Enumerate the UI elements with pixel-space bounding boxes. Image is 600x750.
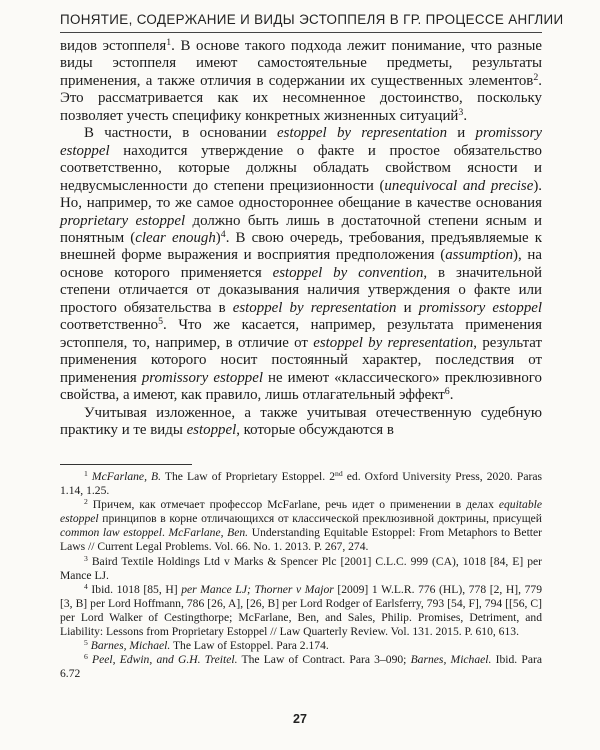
text-run: должно быть лишь в достаточной степени ясным и понятным ( — [60, 212, 543, 246]
italic-text: per Mance LJ; Thorner v Major — [181, 582, 334, 596]
running-header: ПОНЯТИЕ, СОДЕРЖАНИЕ И ВИДЫ ЭСТОППЕЛЯ В ГР. ПРОЦЕССЕ АНГЛИИ — [60, 12, 564, 27]
footnote-marker: 2 — [533, 72, 539, 83]
footnote-marker: 1 — [84, 469, 88, 479]
italic-text: Peel, Edwin, and G.H. Treitel. — [92, 653, 238, 667]
text-run: . Это рассматривается как их несомненное достоинство, поскольку позволяет учесть специфику конкретных жизненных ситуаций — [60, 72, 542, 124]
text-run: Причем, как отмечает профессор McFarlane, речь идет о применении в делах — [87, 498, 499, 512]
italic-text: estoppel by convention — [272, 264, 424, 281]
italic-text: equitable estoppel — [60, 498, 542, 526]
footnote-marker: 6 — [444, 386, 450, 398]
text-run: В частности, в основании — [84, 125, 278, 142]
footnote-marker: 5 — [84, 638, 88, 648]
text-run: [2009] 1 W.L.R. 776 (HL), 778 [2, H], 779 [3, B] per Lord Hoffmann, 786 [26, A], [26, B] per Lord Rodger of Earlsferry, 793 [54, F], 794 [[56, C] per Lord Walker of Cestingthorpe; McFarlane, Ben, and Sales, Philip. Promises, Detriment, and Liability: Lessons from Proprietary Estoppel // Law Quarterly Review. Vol. 131. 2015. P. 610, 613. — [60, 582, 542, 639]
footnote-marker: 3 — [84, 553, 88, 563]
italic-text: promissory estoppel — [60, 125, 542, 159]
italic-text: McFarlane, Ben. — [168, 526, 249, 540]
footnotes — [60, 470, 542, 681]
italic-text: estoppel by representation — [232, 299, 397, 316]
italic-text: proprietary estoppel — [60, 212, 186, 229]
italic-text: estoppel by representation — [313, 334, 474, 351]
main-text — [60, 38, 542, 439]
italic-text: Barnes, Michael. — [90, 639, 171, 653]
footnote-4 — [60, 583, 542, 639]
paragraph-2 — [60, 125, 542, 404]
italic-text: assumption — [445, 247, 514, 264]
italic-text: estoppel by representation — [277, 125, 448, 142]
text-run: The Law of Estoppel. Para 2.174. — [170, 639, 329, 653]
footnote-6 — [60, 653, 542, 681]
italic-text: Barnes, Michael. — [410, 653, 492, 667]
text-run: Understanding Equitable Estoppel: From Metaphors to Better Laws // Current Legal Problems. Vol. 66. No. 1. 2013. P. 267, 274. — [60, 526, 543, 554]
page-number: 27 — [293, 712, 307, 726]
italic-text: McFarlane, B. — [91, 470, 162, 483]
italic-text: unequivocal and precise — [384, 177, 534, 194]
footnote-5 — [60, 639, 542, 653]
footnote-marker: 4 — [84, 581, 88, 591]
italic-text: promissory estoppel — [418, 299, 543, 316]
text-run: The Law of Proprietary Estoppel. 2 — [161, 470, 336, 483]
text-run: Ibid. Para 6.72 — [60, 653, 542, 681]
header-rule — [60, 32, 542, 33]
footnote-marker: 3 — [458, 106, 464, 118]
text-run: The Law of Contract. Para 3–090; — [237, 653, 411, 667]
text-run: не имеют «классического» преклюзивного свойства, а имеют, как правило, лишь отлагательный эффект — [60, 369, 542, 404]
text-run: . В свою очередь, требования, предъявляемые к внешней форме выражения и восприятия предположения ( — [60, 229, 542, 264]
text-run: принципов в корне отличающихся от классической преклюзивной доктрины, присущей — [98, 512, 542, 526]
text-run: . В основе такого подхода лежит понимание, что разные виды эстоппеля имеют самостоятельные предметы, результаты применения, а также отличия в содержании их существенных элементов — [60, 38, 542, 89]
footnote-marker: 5 — [158, 316, 164, 328]
text-run: Ibid. 1018 [85, H] — [87, 582, 182, 596]
text-run: , которые обсуждаются в — [236, 421, 394, 438]
footnote-marker: 4 — [220, 229, 226, 241]
footnote-2 — [60, 498, 542, 554]
footnote-marker: nd — [335, 469, 343, 479]
paragraph-3 — [60, 405, 542, 440]
text-run: . — [463, 107, 468, 124]
text-run: ) — [215, 229, 221, 246]
text-run: и — [447, 125, 476, 142]
footnote-marker: 6 — [84, 652, 88, 662]
footnote-marker: 2 — [84, 497, 88, 507]
text-run: и — [396, 299, 419, 316]
text-run: . — [449, 387, 454, 404]
footnote-1 — [60, 470, 542, 498]
footnote-marker: 1 — [166, 37, 172, 49]
text-run: . Что же касается, например, результата применения эстоппеля, то, например, в отличие от — [60, 317, 542, 351]
text-run: , в значительной степени отличается от доказывания наличия утверждения о факте или простого обязательства в — [60, 264, 543, 316]
text-run: ). Но, например, то же самое одностороннее обещание в качестве основания — [60, 177, 542, 212]
text-run: ), на основе которого применяется — [60, 247, 543, 281]
footnote-3 — [60, 555, 542, 583]
text-run: соответственно — [60, 317, 159, 334]
text-run: , результат применения которого носит постоянный характер, последствия от применения — [60, 334, 542, 386]
text-run: ed. Oxford University Press, 2020. Paras 1.14, 1.25. — [60, 470, 543, 498]
text-run: находится утверждение о факте и простое обязательство соответственно, которые должны обладать свойством ясности и недвусмысленности до степени прецизионности ( — [60, 142, 542, 194]
text-run: видов эстоппеля — [60, 38, 167, 54]
text-run: Учитывая изложенное, а также учитывая отечественную судебную практику и те виды — [60, 404, 542, 438]
paragraph-1 — [60, 38, 542, 125]
text-run: . — [161, 526, 169, 540]
text-run: Baird Textile Holdings Ltd v Marks & Spencer Plc [2001] C.L.C. 999 (CA), 1018 [84, E] per Mance LJ. — [60, 554, 542, 582]
italic-text: estoppel — [186, 421, 237, 438]
italic-text: common law estoppel — [60, 526, 162, 540]
footnote-separator — [60, 464, 192, 465]
italic-text: clear enough — [135, 229, 216, 246]
italic-text: promissory estoppel — [141, 369, 263, 386]
